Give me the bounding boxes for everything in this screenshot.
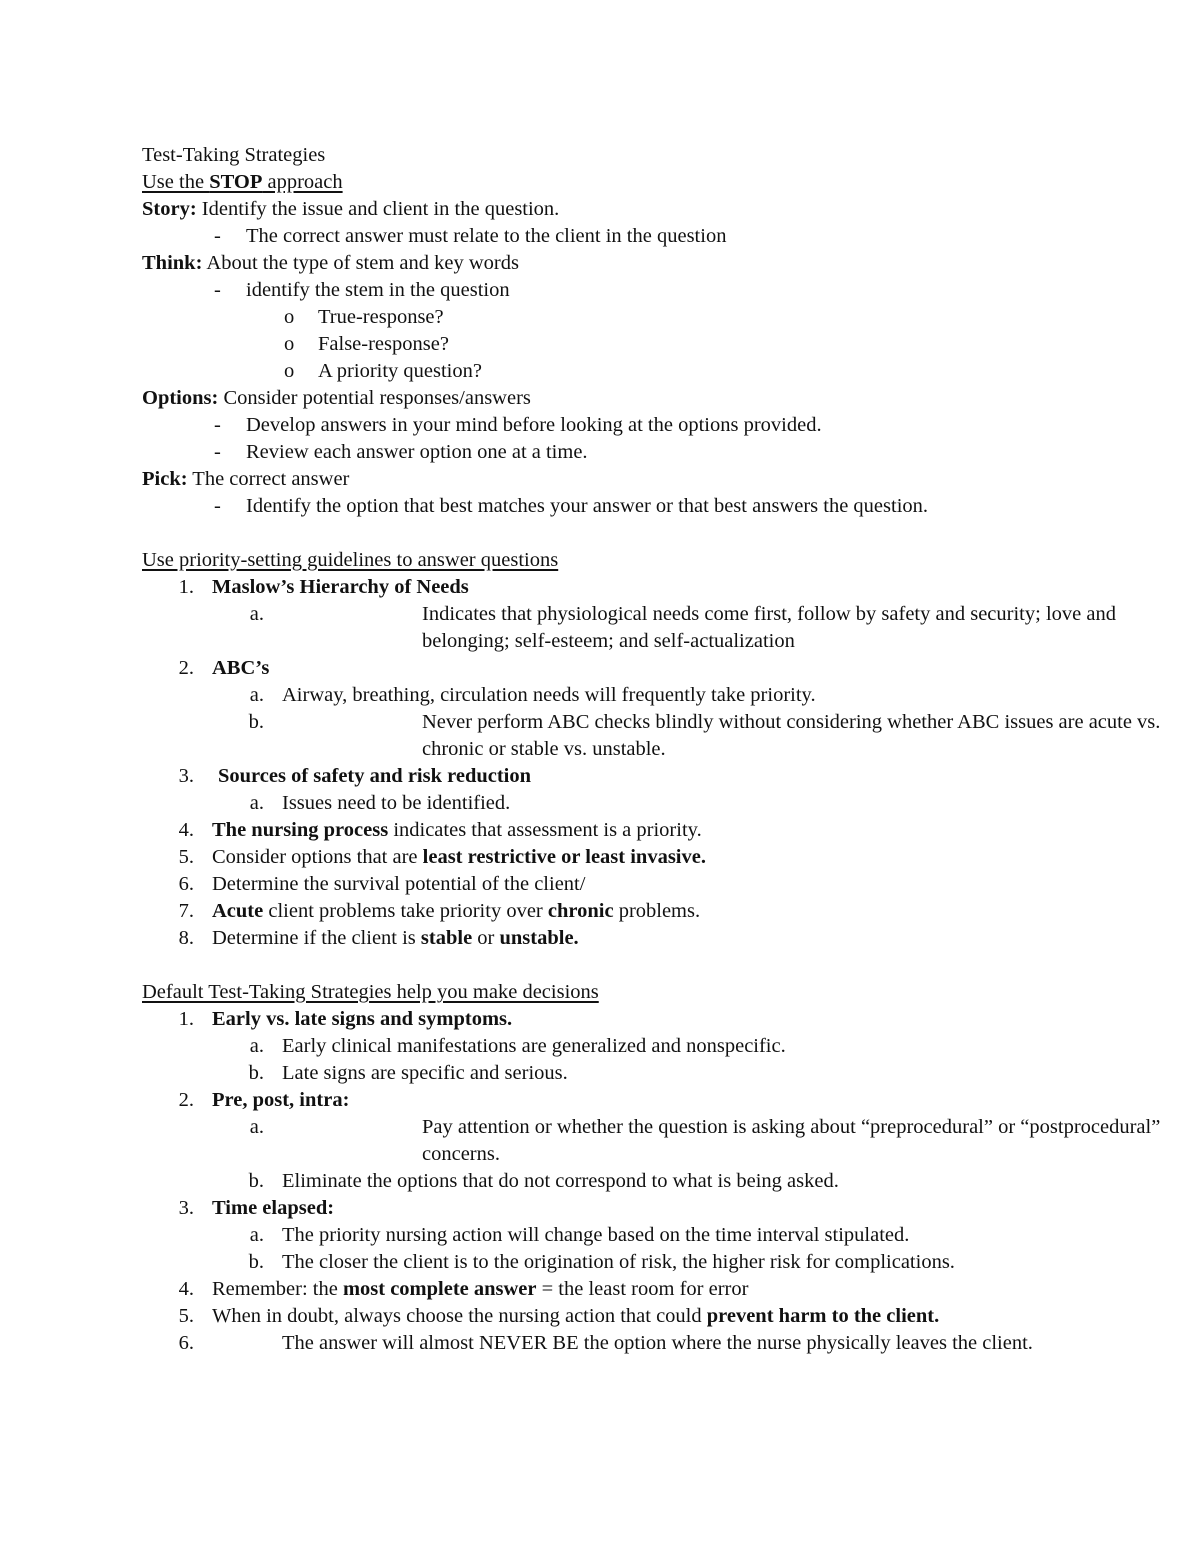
default-item: 4. Remember: the most complete answer = the least room for error — [178, 1278, 749, 1300]
priority-sub-item: b. Never perform ABC checks blindly without considering whether ABC issues are acute vs. chronic or stable vs. unstable. — [248, 711, 1161, 760]
priority-item: 8. Determine if the client is stable or unstable. — [178, 927, 579, 949]
story-line: Story: Identify the issue and client in the question. — [142, 198, 560, 220]
think-sub-bullet: o A priority question? — [284, 360, 482, 382]
story-bullet: - The correct answer must relate to the client in the question — [214, 225, 727, 247]
priority-item: 2. ABC’s — [178, 657, 270, 679]
pick-line: Pick: The correct answer — [142, 468, 350, 490]
default-sub-item: b. The closer the client is to the origination of risk, the higher risk for complications. — [248, 1251, 955, 1273]
document-title: Test-Taking Strategies — [142, 144, 326, 166]
default-heading: Default Test-Taking Strategies help you make decisions — [142, 981, 599, 1003]
priority-sub-item: a. Issues need to be identified. — [249, 792, 511, 814]
priority-item: 7. Acute client problems take priority over chronic problems. — [178, 900, 701, 922]
default-item: 5. When in doubt, always choose the nursing action that could prevent harm to the client. — [178, 1305, 940, 1327]
default-item: 2. Pre, post, intra: — [178, 1089, 350, 1111]
priority-sub-item: a. Airway, breathing, circulation needs will frequently take priority. — [249, 684, 816, 706]
priority-item: 1. Maslow’s Hierarchy of Needs — [178, 576, 469, 598]
default-sub-item: a. The priority nursing action will change based on the time interval stipulated. — [249, 1224, 910, 1246]
priority-item: 6. Determine the survival potential of the client/ — [178, 873, 586, 895]
options-label: Options: — [142, 387, 219, 409]
default-sub-item: a. Early clinical manifestations are generalized and nonspecific. — [249, 1035, 786, 1057]
priority-heading: Use priority-setting guidelines to answer questions — [142, 549, 559, 571]
options-line: Options: Consider potential responses/answers — [142, 387, 531, 409]
document-page — [142, 142, 1161, 1357]
options-bullet: - Develop answers in your mind before looking at the options provided. — [214, 414, 822, 436]
default-item: 6. The answer will almost NEVER BE the option where the nurse physically leaves the client. — [178, 1332, 1033, 1354]
default-sub-item: b. Late signs are specific and serious. — [248, 1062, 568, 1084]
options-bullet: - Review each answer option one at a time. — [214, 441, 588, 463]
default-item: 1. Early vs. late signs and symptoms. — [178, 1008, 513, 1030]
stop-heading: Use the STOP approach — [142, 171, 343, 193]
priority-item: 4. The nursing process indicates that assessment is a priority. — [178, 819, 702, 841]
think-bullet: - identify the stem in the question — [214, 279, 510, 301]
priority-sub-item: a. Indicates that physiological needs come first, follow by safety and security; love and belonging; self-esteem; and self-actualization — [249, 603, 1116, 652]
think-sub-bullet: o True-response? — [284, 306, 444, 328]
pick-bullet: - Identify the option that best matches your answer or that best answers the question. — [214, 495, 929, 517]
default-sub-item: a. Pay attention or whether the question is asking about “preprocedural” or “postprocedural” concerns. — [249, 1116, 1161, 1165]
pick-label: Pick: — [142, 468, 188, 490]
default-sub-item: b. Eliminate the options that do not correspond to what is being asked. — [248, 1170, 839, 1192]
priority-item: 3. Sources of safety and risk reduction — [178, 765, 532, 787]
priority-item: 5. Consider options that are least restrictive or least invasive. — [178, 846, 706, 868]
think-line: Think: About the type of stem and key words — [142, 252, 519, 274]
think-label: Think: — [142, 252, 203, 274]
story-label: Story: — [142, 198, 197, 220]
default-item: 3. Time elapsed: — [178, 1197, 335, 1219]
think-sub-bullet: o False-response? — [284, 333, 449, 355]
